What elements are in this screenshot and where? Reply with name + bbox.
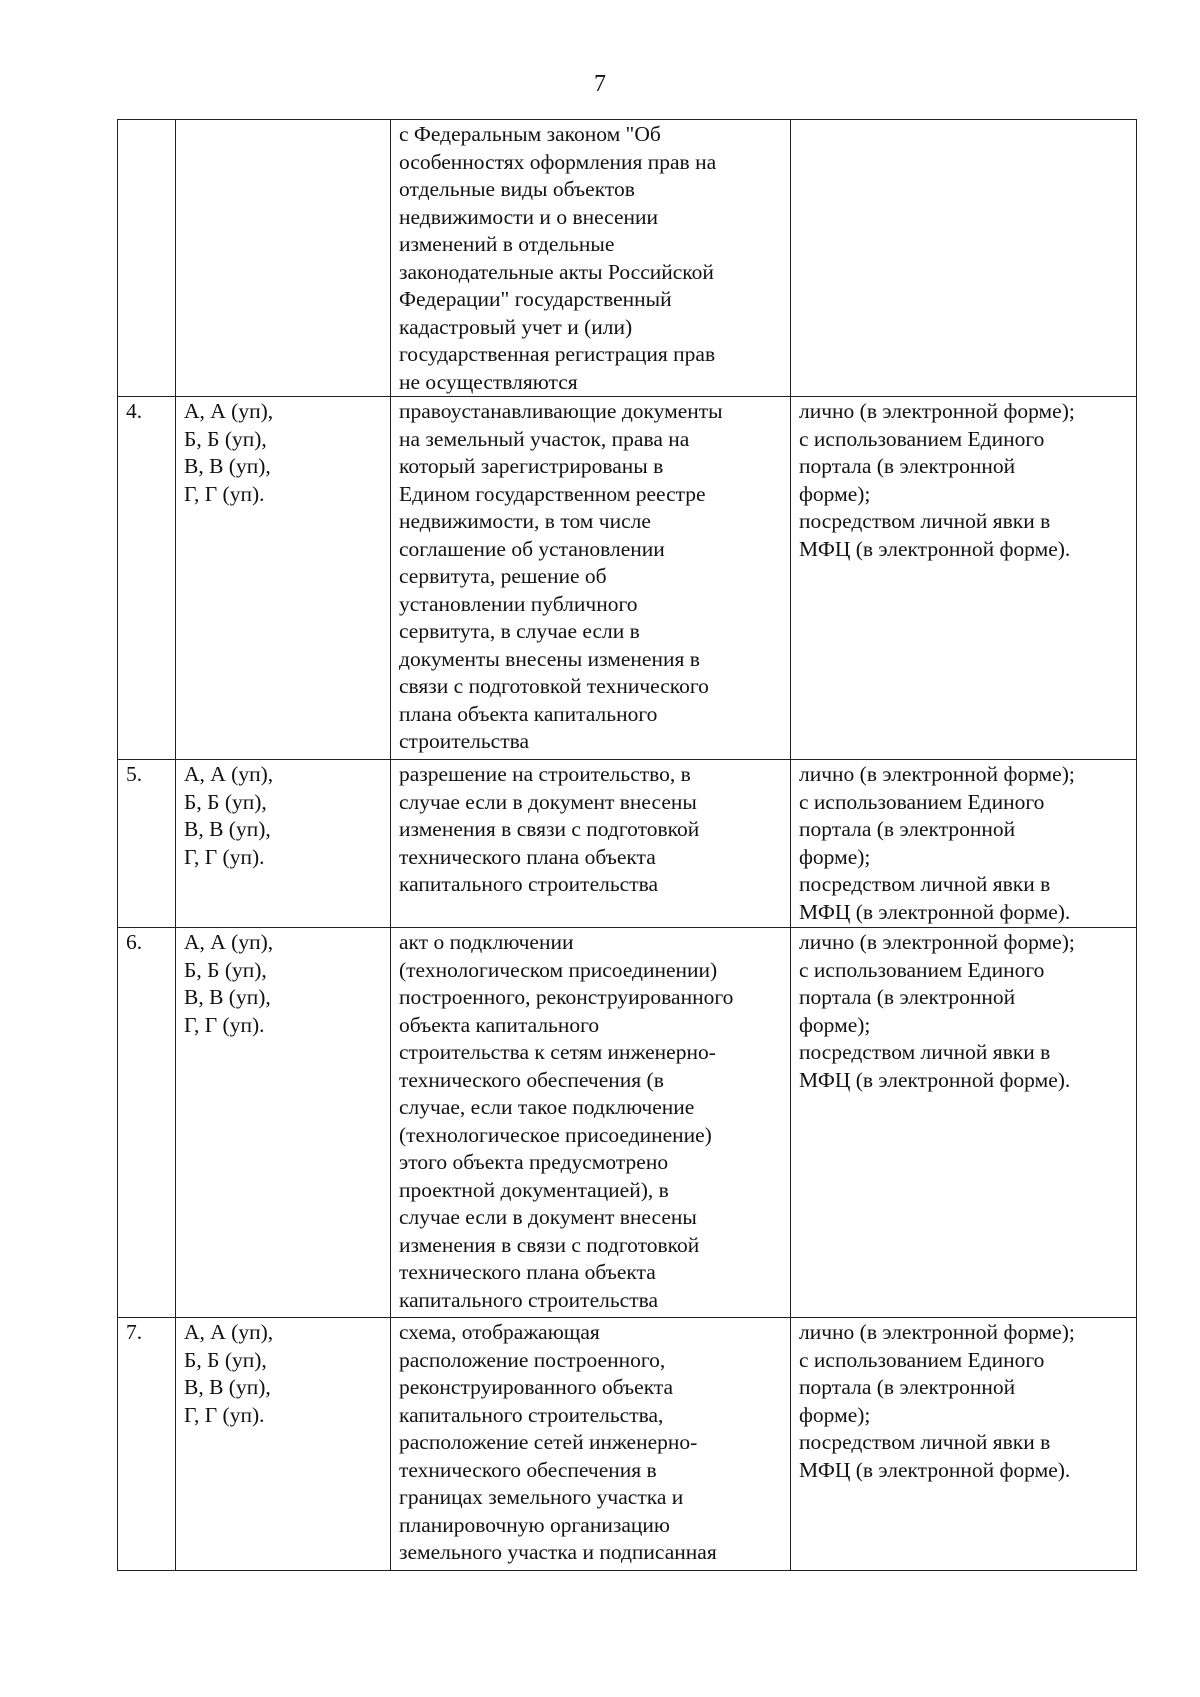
document-description-cell: правоустанавливающие документы на земельный участок, права на который зарегистрированы в Едином государственном реестре недвижимости, в том числе соглашение об установлении сервитута, решение об установлении публичного сервитута, в случае если в документы внесены изменения в связи с подготовкой технического плана объекта капитального строительства xyxy=(391,397,791,760)
table-row xyxy=(118,397,1137,760)
row-number-cell: 7. xyxy=(118,1318,176,1571)
applicant-categories-cell xyxy=(176,120,391,397)
document-description-cell: акт о подключении (технологическом присоединении) построенного, реконструированного объекта капитального строительства к сетям инженерно- технического обеспечения (в случае, если такое подключение (технологическое присоединение) этого объекта предусмотрено проектной документацией), в случае если в документ внесены изменения в связи с подготовкой технического плана объекта капитального строительства xyxy=(391,928,791,1318)
submission-method-cell xyxy=(791,120,1137,397)
submission-method-cell: лично (в электронной форме); с использованием Единого портала (в электронной форме); посредством личной явки в МФЦ (в электронной форме). xyxy=(791,760,1137,928)
document-description-cell: схема, отображающая расположение построенного, реконструированного объекта капитального строительства, расположение сетей инженерно- технического обеспечения в границах земельного участка и планировочную организацию земельного участка и подписанная xyxy=(391,1318,791,1571)
page-number: 7 xyxy=(594,71,606,97)
documents-table xyxy=(117,119,1137,1571)
applicant-categories-cell: А, А (уп), Б, Б (уп), В, В (уп), Г, Г (уп). xyxy=(176,397,391,760)
row-number-cell: 5. xyxy=(118,760,176,928)
submission-method-cell: лично (в электронной форме); с использованием Единого портала (в электронной форме); посредством личной явки в МФЦ (в электронной форме). xyxy=(791,928,1137,1318)
table-row xyxy=(118,120,1137,397)
table-row xyxy=(118,760,1137,928)
document-description-cell: разрешение на строительство, в случае если в документ внесены изменения в связи с подготовкой технического плана объекта капитального строительства xyxy=(391,760,791,928)
applicant-categories-cell: А, А (уп), Б, Б (уп), В, В (уп), Г, Г (уп). xyxy=(176,1318,391,1571)
table-row xyxy=(118,928,1137,1318)
applicant-categories-cell: А, А (уп), Б, Б (уп), В, В (уп), Г, Г (уп). xyxy=(176,760,391,928)
row-number-cell: 4. xyxy=(118,397,176,760)
row-number-cell: 6. xyxy=(118,928,176,1318)
table-row xyxy=(118,1318,1137,1571)
submission-method-cell: лично (в электронной форме); с использованием Единого портала (в электронной форме); посредством личной явки в МФЦ (в электронной форме). xyxy=(791,397,1137,760)
submission-method-cell: лично (в электронной форме); с использованием Единого портала (в электронной форме); посредством личной явки в МФЦ (в электронной форме). xyxy=(791,1318,1137,1571)
row-number-cell xyxy=(118,120,176,397)
document-description-cell: с Федеральным законом "Об особенностях оформления прав на отдельные виды объектов недвижимости и о внесении изменений в отдельные законодательные акты Российской Федерации" государственный кадастровый учет и (или) государственная регистрация прав не осуществляются xyxy=(391,120,791,397)
applicant-categories-cell: А, А (уп), Б, Б (уп), В, В (уп), Г, Г (уп). xyxy=(176,928,391,1318)
